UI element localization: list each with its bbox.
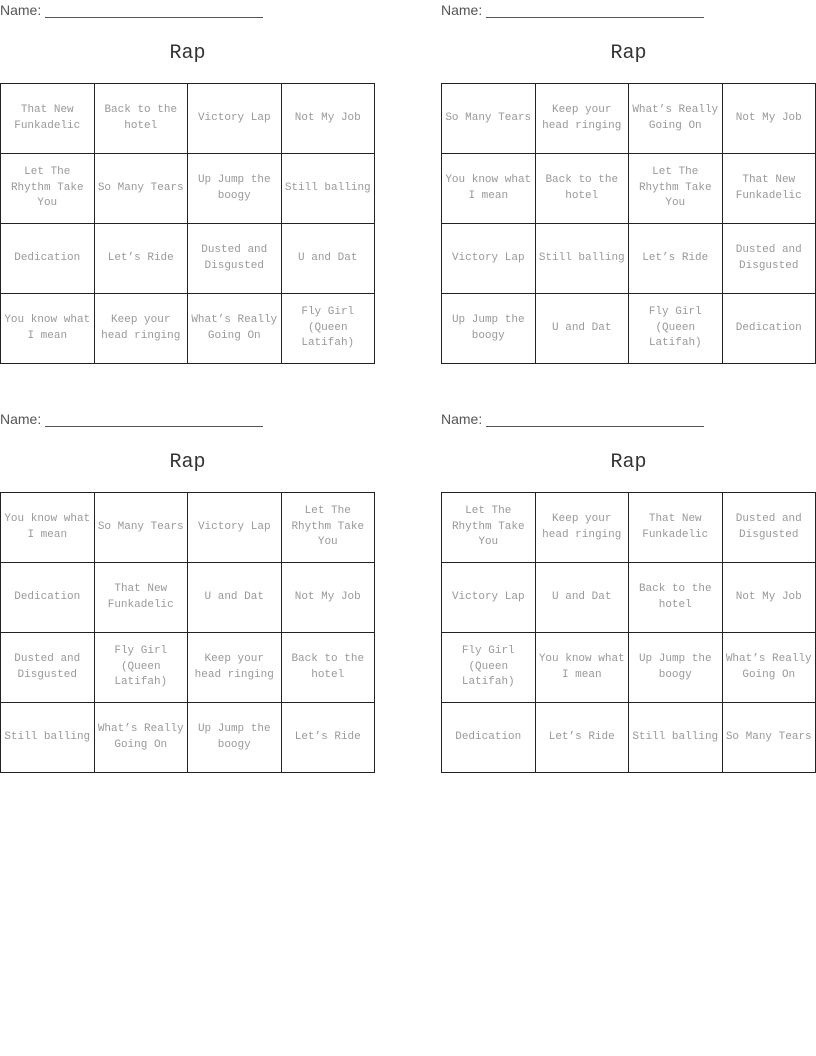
grid-row: [442, 84, 816, 154]
bingo-cell: What’s Really Going On: [722, 633, 816, 703]
bingo-grid: [0, 83, 375, 364]
name-line: [45, 17, 263, 18]
grid-row: [1, 563, 375, 633]
bingo-cell: What’s Really Going On: [94, 703, 188, 773]
bingo-cell: Not My Job: [722, 563, 816, 633]
bingo-cell: Back to the hotel: [535, 154, 629, 224]
bingo-cell: U and Dat: [188, 563, 282, 633]
bingo-cell: That New Funkadelic: [722, 154, 816, 224]
bingo-cell: So Many Tears: [442, 84, 536, 154]
name-line: [486, 17, 704, 18]
bingo-cell: Still balling: [281, 154, 375, 224]
name-field[interactable]: [441, 2, 711, 18]
name-field[interactable]: [441, 411, 711, 427]
bingo-cell: Keep your head ringing: [535, 84, 629, 154]
bingo-cell: U and Dat: [535, 563, 629, 633]
bingo-cell: Up Jump the boogy: [442, 294, 536, 364]
bingo-cell: Let The Rhythm Take You: [281, 493, 375, 563]
bingo-cell: U and Dat: [535, 294, 629, 364]
bingo-cell: U and Dat: [281, 224, 375, 294]
grid-row: [1, 84, 375, 154]
bingo-grid: [0, 492, 375, 773]
bingo-cell: Keep your head ringing: [188, 633, 282, 703]
bingo-cell: Still balling: [1, 703, 95, 773]
bingo-cell: Dedication: [1, 224, 95, 294]
grid-row: [442, 563, 816, 633]
bingo-cell: You know what I mean: [535, 633, 629, 703]
bingo-cell: Up Jump the boogy: [188, 154, 282, 224]
grid-row: [442, 154, 816, 224]
bingo-cell: You know what I mean: [1, 294, 95, 364]
name-field[interactable]: [0, 411, 270, 427]
name-label: Name:: [441, 411, 483, 427]
name-label: Name:: [441, 2, 483, 18]
bingo-cell: That New Funkadelic: [629, 493, 723, 563]
bingo-cell: Back to the hotel: [629, 563, 723, 633]
bingo-cell: You know what I mean: [442, 154, 536, 224]
grid-row: [442, 493, 816, 563]
bingo-cell: Back to the hotel: [94, 84, 188, 154]
bingo-cell: Back to the hotel: [281, 633, 375, 703]
bingo-cell: Victory Lap: [442, 224, 536, 294]
grid-row: [1, 154, 375, 224]
bingo-cell: Victory Lap: [188, 84, 282, 154]
bingo-cell: Dedication: [442, 703, 536, 773]
bingo-cell: So Many Tears: [94, 493, 188, 563]
bingo-cell: That New Funkadelic: [1, 84, 95, 154]
bingo-grid: [441, 492, 816, 773]
bingo-cell: Let The Rhythm Take You: [629, 154, 723, 224]
grid-row: [1, 703, 375, 773]
bingo-cell: Victory Lap: [188, 493, 282, 563]
bingo-cell: Fly Girl (Queen Latifah): [442, 633, 536, 703]
bingo-cell: Dusted and Disgusted: [722, 224, 816, 294]
grid-row: [442, 633, 816, 703]
card-title: Rap: [610, 42, 647, 65]
bingo-cell: Fly Girl (Queen Latifah): [281, 294, 375, 364]
grid-row: [1, 493, 375, 563]
bingo-cell: Let’s Ride: [281, 703, 375, 773]
bingo-cell: Let The Rhythm Take You: [1, 154, 95, 224]
bingo-cell: Up Jump the boogy: [188, 703, 282, 773]
grid-row: [442, 294, 816, 364]
bingo-cell: Still balling: [629, 703, 723, 773]
bingo-cell: What’s Really Going On: [629, 84, 723, 154]
bingo-cell: Dedication: [722, 294, 816, 364]
bingo-cell: That New Funkadelic: [94, 563, 188, 633]
bingo-cell: Keep your head ringing: [94, 294, 188, 364]
bingo-cell: Dusted and Disgusted: [1, 633, 95, 703]
card-title: Rap: [610, 451, 647, 474]
bingo-cell: Let The Rhythm Take You: [442, 493, 536, 563]
grid-row: [1, 224, 375, 294]
bingo-cell: You know what I mean: [1, 493, 95, 563]
bingo-cell: Fly Girl (Queen Latifah): [629, 294, 723, 364]
bingo-cell: Let’s Ride: [94, 224, 188, 294]
name-line: [486, 426, 704, 427]
bingo-cell: Victory Lap: [442, 563, 536, 633]
bingo-cell: What’s Really Going On: [188, 294, 282, 364]
bingo-grid: [441, 83, 816, 364]
name-field[interactable]: [0, 2, 270, 18]
bingo-cell: So Many Tears: [722, 703, 816, 773]
bingo-cell: Dedication: [1, 563, 95, 633]
bingo-cell: Keep your head ringing: [535, 493, 629, 563]
grid-row: [442, 703, 816, 773]
bingo-cell: Not My Job: [722, 84, 816, 154]
bingo-cell: Let’s Ride: [629, 224, 723, 294]
card-title: Rap: [169, 42, 206, 65]
bingo-cell: Dusted and Disgusted: [722, 493, 816, 563]
bingo-cell: Still balling: [535, 224, 629, 294]
bingo-cell: Dusted and Disgusted: [188, 224, 282, 294]
card-title: Rap: [169, 451, 206, 474]
grid-row: [1, 633, 375, 703]
name-line: [45, 426, 263, 427]
grid-row: [442, 224, 816, 294]
bingo-cell: Not My Job: [281, 563, 375, 633]
bingo-cell: Let’s Ride: [535, 703, 629, 773]
bingo-cell: Up Jump the boogy: [629, 633, 723, 703]
bingo-cell: So Many Tears: [94, 154, 188, 224]
bingo-cell: Fly Girl (Queen Latifah): [94, 633, 188, 703]
bingo-cell: Not My Job: [281, 84, 375, 154]
grid-row: [1, 294, 375, 364]
name-label: Name:: [0, 2, 42, 18]
name-label: Name:: [0, 411, 42, 427]
